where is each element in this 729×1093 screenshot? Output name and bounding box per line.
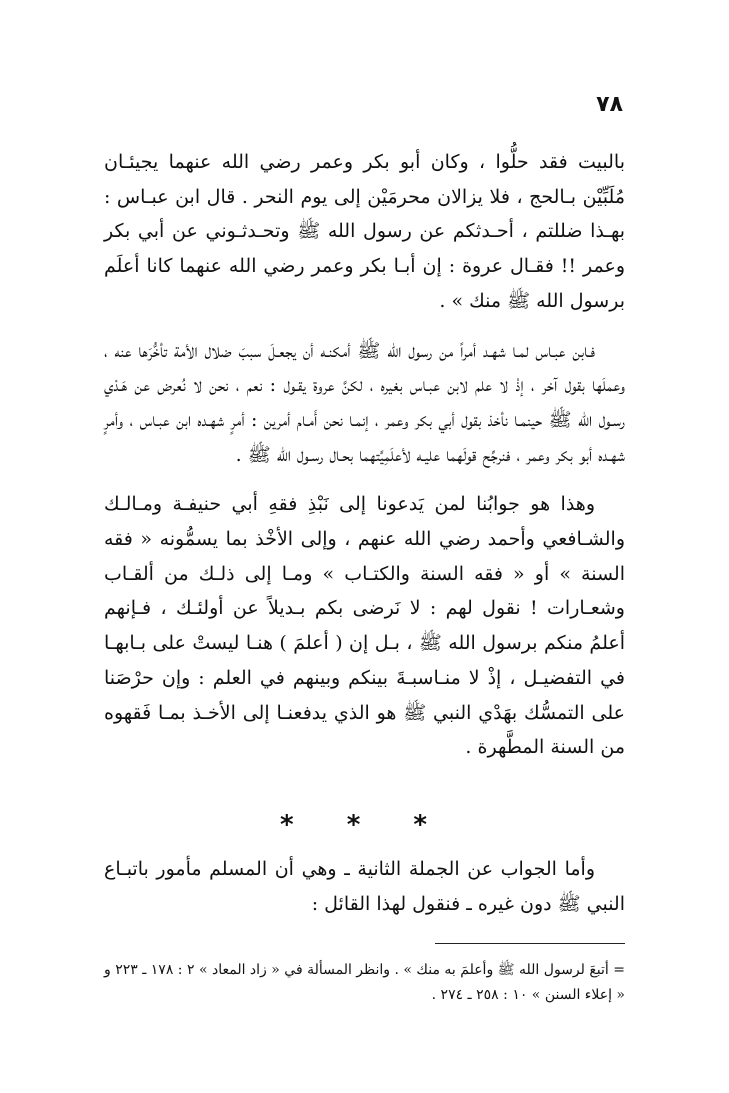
section-separator: * * *: [280, 810, 449, 840]
main-text: [104, 145, 625, 765]
paragraph-1: بالبيت فقد حلُّوا ، وكان أبو بكر وعمر رضي الله عنهما يجيئـان مُلَبِّيْن بـالحج ، فلا يزالان محرمَيْن إلى يوم النحر . قال ابن عبـاس : بهـذا ضللتم ، أحـدثكم عن رسول الله ﷺ وتحـدثـوني عن أبي بكر وعمر !! فقـال عروة : إن أبـا بكر وعمر رضي الله عنهما كانا أعلَم برسول الله ﷺ منك » .: [104, 151, 625, 312]
footnote-divider: [435, 943, 625, 944]
paragraph-2: فـابن عبـاس لمـا شهـد أمراً من رسول الله ﷺ أمكنـه أن يجعـلَ سببَ ضلال الأمة تأخُّرَها عنه ، وعملَها بقول آخر ، إذْ لا علم لابن عبـاس بغيره ، لكنَّ عروة يقـول : نعم ، نحن لا نُعرض عن هَـدْي رسـول الله ﷺ حينمـا نأخذ بقول أبي بكر وعمر ، إنمـا نحن أَمـام أمرين : أمرٍ شهـده ابن عبـاس ، وأمرٍ شهـده أبو بكر وعمر ، فنرجِّح قولَهما عليـه لأعلَمِيَّتهما بحـال رسـول الله ﷺ .: [104, 339, 625, 466]
paragraph-3: وهذا هو جوابُنا لمن يَدعونا إلى نَبْذِ فقهِ أبي حنيفـة ومـالـك والشـافعي وأحمد رضي الله عنهم ، وإلى الأخْذ بما يسمُّونه « فقه السنة » أو « فقه السنة والكتـاب » ومـا إلى ذلـك من ألقـاب وشعـارات ! نقول لهم : لا نَرضى بكم بـديلاً عن أولئـك ، فـإنهم أعلمُ منكم برسول الله ﷺ ، بـل إن ( أعلمَ ) هنـا ليستْ على بـابهـا في التفضيـل ، إذْ لا منـاسبـةَ بينكم وبينهم في العلم : وإن حرْصَنا على التمسُّك بهَدْي النبي ﷺ هو الذي يدفعنـا إلى الأخـذ بمـا فَقهوه من السنة المطَّهرة .: [104, 493, 625, 759]
page-number: ٧٨: [596, 92, 623, 117]
secondary-text: [104, 852, 625, 921]
footnote-text: = أتبعَ لرسول الله ﷺ وأعلمَ به منك » . وانظر المسألة في « زاد المعاد » ٢ : ١٧٨ ـ ٢٢٣ و « إعلاء السنن » ١٠ : ٢٥٨ ـ ٢٧٤ .: [103, 962, 625, 1003]
paragraph-4: وأما الجواب عن الجملة الثانية ـ وهي أن المسلم مأمور باتبـاع النبي ﷺ دون غيره ـ فنقول لهذا القائل :: [104, 858, 625, 915]
footnote: [104, 958, 625, 1008]
